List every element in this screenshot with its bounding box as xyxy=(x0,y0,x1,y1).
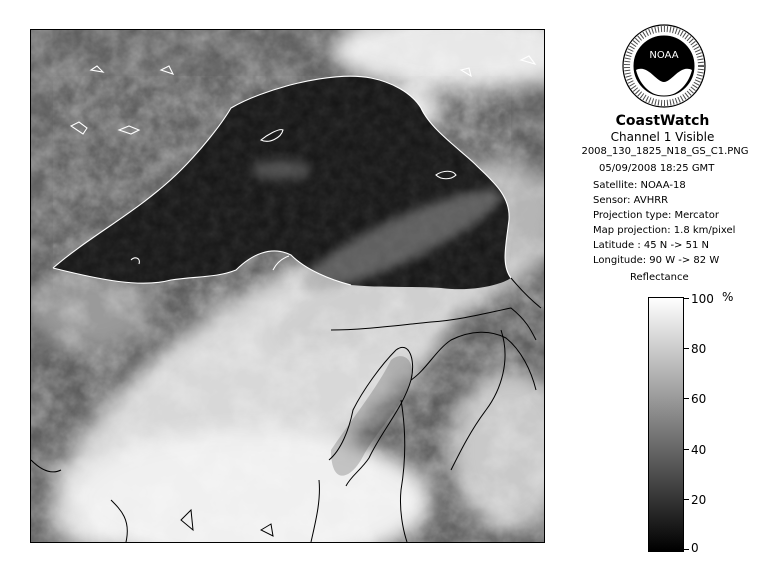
channel-label: Channel 1 Visible xyxy=(610,130,715,144)
app-title: CoastWatch xyxy=(615,113,710,129)
longitude-label: Longitude: 90 W -> 82 W xyxy=(593,255,720,266)
satellite-image xyxy=(30,29,545,543)
colorbar-label: 80 xyxy=(691,342,707,356)
colorbar-label: 20 xyxy=(691,493,707,507)
map-projection-label: Map projection: 1.8 km/pixel xyxy=(593,225,736,236)
colorbar-label: 100 xyxy=(691,292,714,306)
sensor-label: Sensor: AVHRR xyxy=(593,195,669,206)
colorbar-tick xyxy=(683,449,689,450)
projection-type-label: Projection type: Mercator xyxy=(593,210,719,221)
colorbar-tick xyxy=(683,398,689,399)
colorbar-tick xyxy=(683,549,689,550)
colorbar-tick xyxy=(683,348,689,349)
colorbar-label: 60 xyxy=(691,392,707,406)
latitude-label: Latitude : 45 N -> 51 N xyxy=(593,240,709,251)
colorbar-label: 40 xyxy=(691,443,707,457)
noaa-logo xyxy=(622,24,706,108)
colorbar xyxy=(648,297,684,552)
colorbar-unit: % xyxy=(722,290,734,304)
datetime-label: 05/09/2008 18:25 GMT xyxy=(599,163,715,174)
colorbar-label: 0 xyxy=(691,541,699,555)
colorbar-tick xyxy=(683,499,689,500)
noaa-logo-text: NOAA xyxy=(649,50,679,61)
colorbar-title: Reflectance xyxy=(630,272,689,283)
filename-label: 2008_130_1825_N18_GS_C1.PNG xyxy=(581,146,749,157)
satellite-label: Satellite: NOAA-18 xyxy=(593,180,686,191)
colorbar-tick xyxy=(683,298,689,299)
